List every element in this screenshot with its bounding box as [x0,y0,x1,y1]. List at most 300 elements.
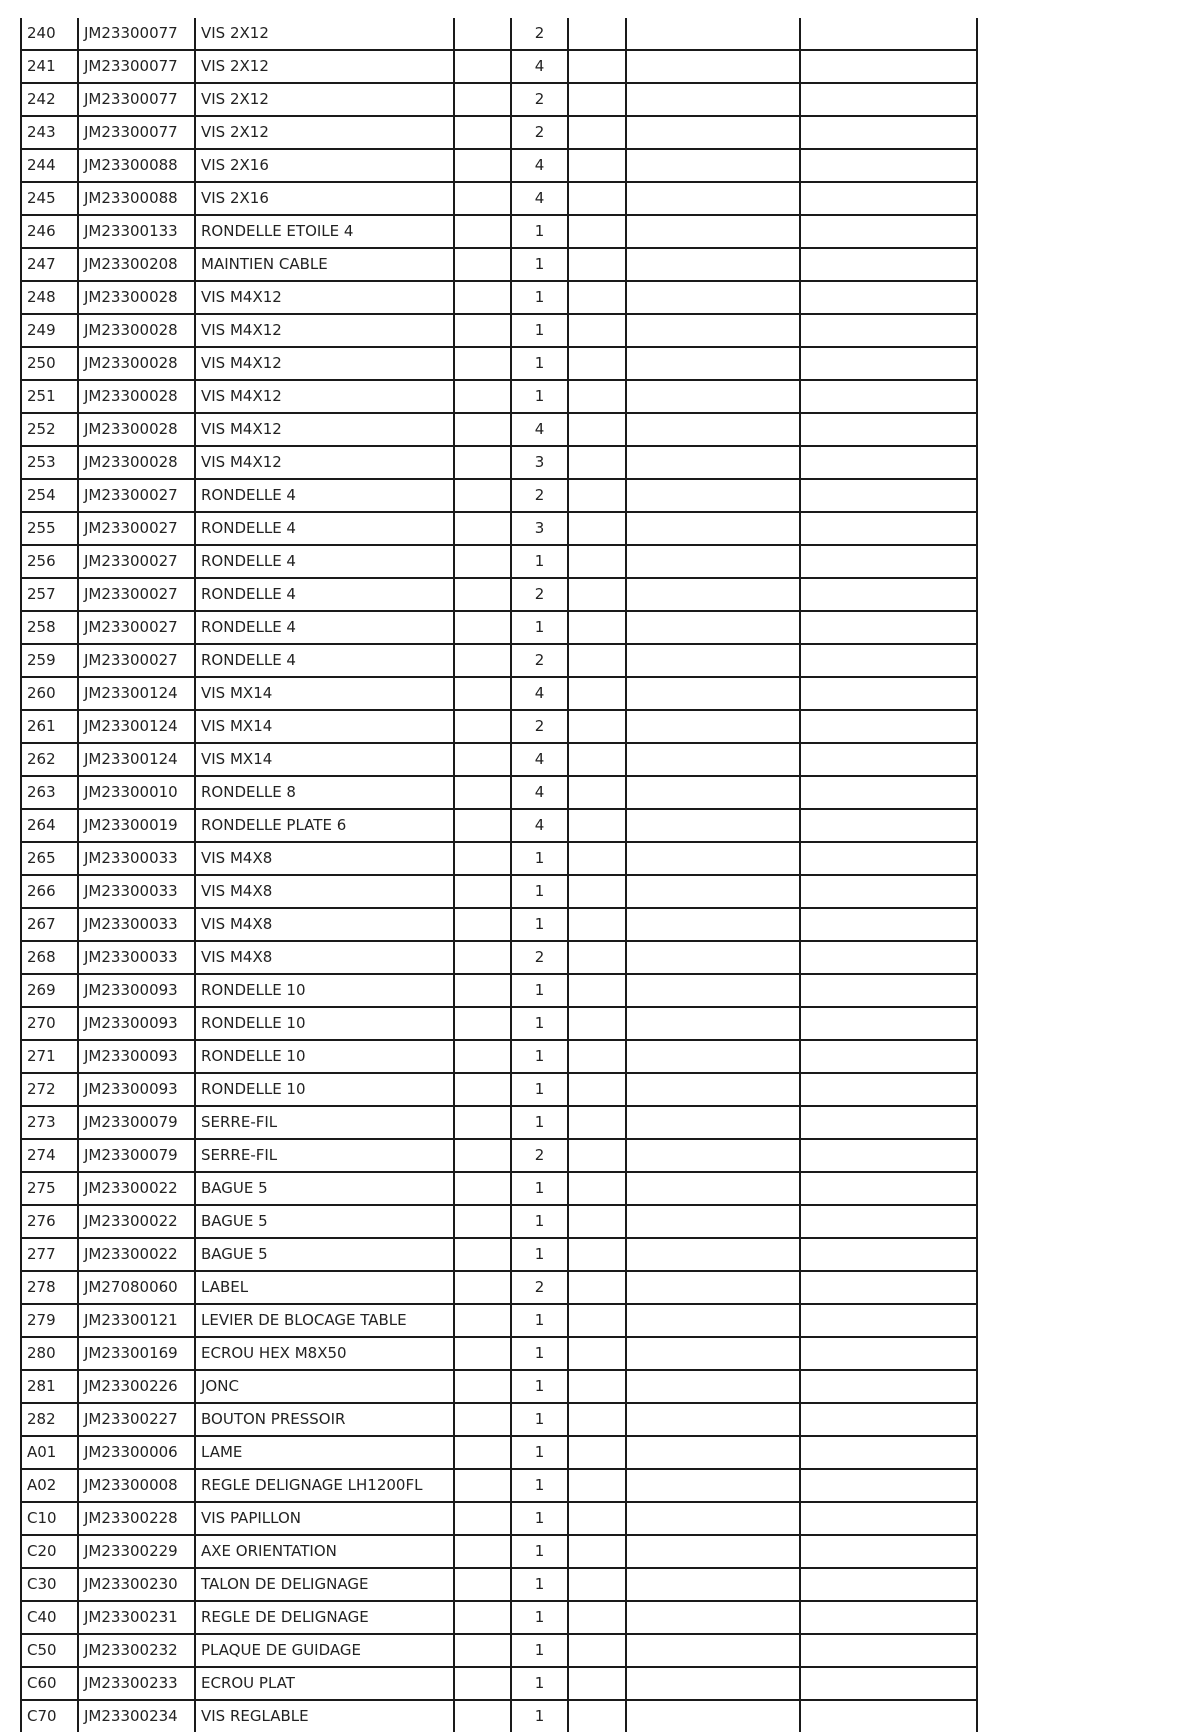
empty-cell [626,182,800,215]
quantity-cell: 4 [511,743,568,776]
description-cell: VIS M4X8 [195,875,454,908]
table-row [21,1238,977,1271]
reference-cell: JM23300027 [78,545,195,578]
empty-cell [454,1073,511,1106]
table-row [21,743,977,776]
empty-cell [454,149,511,182]
reference-cell: JM23300232 [78,1634,195,1667]
empty-cell [800,875,977,908]
quantity-cell: 1 [511,347,568,380]
part-number-cell: 246 [21,215,78,248]
empty-cell [626,1700,800,1732]
description-cell: VIS 2X12 [195,18,454,50]
part-number-cell: 268 [21,941,78,974]
empty-cell [454,1568,511,1601]
description-cell: RONDELLE 8 [195,776,454,809]
empty-cell [626,710,800,743]
part-number-cell: 282 [21,1403,78,1436]
reference-cell: JM23300227 [78,1403,195,1436]
quantity-cell: 4 [511,776,568,809]
empty-cell [800,1469,977,1502]
quantity-cell: 1 [511,1502,568,1535]
empty-cell [568,1502,626,1535]
description-cell: BAGUE 5 [195,1238,454,1271]
empty-cell [800,149,977,182]
empty-cell [626,1568,800,1601]
reference-cell: JM23300027 [78,578,195,611]
reference-cell: JM23300230 [78,1568,195,1601]
part-number-cell: 259 [21,644,78,677]
table-row [21,1535,977,1568]
quantity-cell: 2 [511,116,568,149]
empty-cell [626,413,800,446]
description-cell: VIS MX14 [195,743,454,776]
empty-cell [568,1403,626,1436]
empty-cell [454,1271,511,1304]
empty-cell [800,941,977,974]
reference-cell: JM23300028 [78,347,195,380]
reference-cell: JM23300028 [78,380,195,413]
empty-cell [626,1040,800,1073]
empty-cell [800,215,977,248]
empty-cell [626,908,800,941]
empty-cell [800,83,977,116]
reference-cell: JM27080060 [78,1271,195,1304]
table-row [21,776,977,809]
part-number-cell: 260 [21,677,78,710]
empty-cell [454,743,511,776]
reference-cell: JM23300022 [78,1238,195,1271]
empty-cell [800,1106,977,1139]
part-number-cell: 250 [21,347,78,380]
part-number-cell: C20 [21,1535,78,1568]
description-cell: RONDELLE 4 [195,512,454,545]
reference-cell: JM23300234 [78,1700,195,1732]
empty-cell [800,1700,977,1732]
empty-cell [454,677,511,710]
reference-cell: JM23300124 [78,743,195,776]
description-cell: SERRE-FIL [195,1139,454,1172]
empty-cell [626,611,800,644]
empty-cell [568,1007,626,1040]
empty-cell [568,347,626,380]
part-number-cell: 279 [21,1304,78,1337]
parts-table [20,18,978,1732]
empty-cell [626,18,800,50]
empty-cell [800,545,977,578]
empty-cell [800,578,977,611]
reference-cell: JM23300077 [78,116,195,149]
empty-cell [454,545,511,578]
part-number-cell: 240 [21,18,78,50]
empty-cell [626,512,800,545]
description-cell: VIS 2X16 [195,149,454,182]
empty-cell [568,83,626,116]
empty-cell [626,1007,800,1040]
part-number-cell: C10 [21,1502,78,1535]
empty-cell [454,1304,511,1337]
empty-cell [454,347,511,380]
empty-cell [454,215,511,248]
description-cell: TALON DE DELIGNAGE [195,1568,454,1601]
empty-cell [568,1139,626,1172]
empty-cell [800,1271,977,1304]
empty-cell [800,776,977,809]
empty-cell [626,809,800,842]
empty-cell [626,743,800,776]
quantity-cell: 2 [511,941,568,974]
reference-cell: JM23300093 [78,1073,195,1106]
empty-cell [800,380,977,413]
quantity-cell: 2 [511,1271,568,1304]
part-number-cell: 276 [21,1205,78,1238]
description-cell: RONDELLE 10 [195,1007,454,1040]
empty-cell [626,215,800,248]
empty-cell [454,18,511,50]
empty-cell [800,1535,977,1568]
empty-cell [568,908,626,941]
empty-cell [568,1568,626,1601]
quantity-cell: 2 [511,479,568,512]
empty-cell [454,974,511,1007]
part-number-cell: 254 [21,479,78,512]
empty-cell [454,83,511,116]
empty-cell [626,1073,800,1106]
quantity-cell: 4 [511,413,568,446]
part-number-cell: C70 [21,1700,78,1732]
quantity-cell: 1 [511,1601,568,1634]
description-cell: RONDELLE 4 [195,479,454,512]
empty-cell [454,50,511,83]
empty-cell [568,18,626,50]
part-number-cell: 261 [21,710,78,743]
description-cell: ECROU PLAT [195,1667,454,1700]
quantity-cell: 4 [511,677,568,710]
quantity-cell: 4 [511,50,568,83]
table-row [21,1337,977,1370]
description-cell: LAME [195,1436,454,1469]
reference-cell: JM23300027 [78,611,195,644]
description-cell: ECROU HEX M8X50 [195,1337,454,1370]
description-cell: PLAQUE DE GUIDAGE [195,1634,454,1667]
empty-cell [626,83,800,116]
table-row [21,1568,977,1601]
empty-cell [454,248,511,281]
description-cell: BAGUE 5 [195,1172,454,1205]
description-cell: REGLE DE DELIGNAGE [195,1601,454,1634]
part-number-cell: 272 [21,1073,78,1106]
empty-cell [800,842,977,875]
quantity-cell: 1 [511,1634,568,1667]
empty-cell [568,644,626,677]
empty-cell [626,1106,800,1139]
empty-cell [568,776,626,809]
part-number-cell: 251 [21,380,78,413]
quantity-cell: 1 [511,380,568,413]
table-row [21,1007,977,1040]
table-row [21,710,977,743]
table-row [21,248,977,281]
part-number-cell: 281 [21,1370,78,1403]
quantity-cell: 1 [511,1568,568,1601]
description-cell: MAINTIEN CABLE [195,248,454,281]
quantity-cell: 1 [511,1700,568,1732]
empty-cell [454,281,511,314]
part-number-cell: 257 [21,578,78,611]
part-number-cell: C50 [21,1634,78,1667]
reference-cell: JM23300077 [78,83,195,116]
empty-cell [800,1502,977,1535]
table-row [21,281,977,314]
empty-cell [454,1436,511,1469]
description-cell: LEVIER DE BLOCAGE TABLE [195,1304,454,1337]
table-row [21,1469,977,1502]
reference-cell: JM23300229 [78,1535,195,1568]
table-row [21,215,977,248]
empty-cell [568,1337,626,1370]
empty-cell [454,1403,511,1436]
quantity-cell: 1 [511,611,568,644]
description-cell: AXE ORIENTATION [195,1535,454,1568]
table-row [21,446,977,479]
description-cell: VIS M4X8 [195,842,454,875]
empty-cell [626,1139,800,1172]
empty-cell [568,974,626,1007]
reference-cell: JM23300233 [78,1667,195,1700]
empty-cell [626,479,800,512]
part-number-cell: 252 [21,413,78,446]
empty-cell [800,1304,977,1337]
description-cell: RONDELLE 4 [195,611,454,644]
empty-cell [568,182,626,215]
empty-cell [568,1601,626,1634]
reference-cell: JM23300006 [78,1436,195,1469]
empty-cell [626,1238,800,1271]
table-row [21,875,977,908]
reference-cell: JM23300028 [78,413,195,446]
empty-cell [626,1502,800,1535]
table-row [21,578,977,611]
quantity-cell: 2 [511,578,568,611]
empty-cell [800,446,977,479]
empty-cell [626,941,800,974]
empty-cell [454,875,511,908]
empty-cell [568,1634,626,1667]
description-cell: RONDELLE 4 [195,578,454,611]
reference-cell: JM23300033 [78,875,195,908]
quantity-cell: 1 [511,314,568,347]
empty-cell [800,50,977,83]
part-number-cell: 255 [21,512,78,545]
quantity-cell: 1 [511,1205,568,1238]
description-cell: SERRE-FIL [195,1106,454,1139]
part-number-cell: 253 [21,446,78,479]
description-cell: VIS MX14 [195,710,454,743]
part-number-cell: 263 [21,776,78,809]
empty-cell [568,1271,626,1304]
empty-cell [626,446,800,479]
empty-cell [800,116,977,149]
reference-cell: JM23300010 [78,776,195,809]
empty-cell [568,248,626,281]
description-cell: VIS M4X12 [195,281,454,314]
table-row [21,1304,977,1337]
empty-cell [454,1172,511,1205]
empty-cell [626,677,800,710]
reference-cell: JM23300133 [78,215,195,248]
table-row [21,611,977,644]
reference-cell: JM23300028 [78,281,195,314]
empty-cell [454,611,511,644]
empty-cell [626,974,800,1007]
quantity-cell: 1 [511,1667,568,1700]
reference-cell: JM23300079 [78,1106,195,1139]
empty-cell [626,1205,800,1238]
quantity-cell: 2 [511,644,568,677]
part-number-cell: A01 [21,1436,78,1469]
empty-cell [800,809,977,842]
description-cell: REGLE DELIGNAGE LH1200FL [195,1469,454,1502]
empty-cell [800,677,977,710]
empty-cell [454,1040,511,1073]
empty-cell [800,1073,977,1106]
description-cell: VIS 2X12 [195,50,454,83]
empty-cell [626,1403,800,1436]
empty-cell [800,1007,977,1040]
table-row [21,1106,977,1139]
description-cell: LABEL [195,1271,454,1304]
description-cell: RONDELLE 4 [195,545,454,578]
table-row [21,116,977,149]
empty-cell [454,776,511,809]
description-cell: VIS M4X12 [195,347,454,380]
empty-cell [800,413,977,446]
table-row [21,347,977,380]
empty-cell [626,1469,800,1502]
quantity-cell: 1 [511,974,568,1007]
quantity-cell: 1 [511,215,568,248]
reference-cell: JM23300027 [78,644,195,677]
empty-cell [568,413,626,446]
table-row [21,1370,977,1403]
empty-cell [626,1634,800,1667]
table-row [21,941,977,974]
empty-cell [454,413,511,446]
quantity-cell: 2 [511,710,568,743]
empty-cell [800,18,977,50]
reference-cell: JM23300033 [78,842,195,875]
empty-cell [568,611,626,644]
empty-cell [568,1073,626,1106]
empty-cell [568,809,626,842]
empty-cell [800,281,977,314]
empty-cell [800,347,977,380]
reference-cell: JM23300077 [78,50,195,83]
quantity-cell: 1 [511,1304,568,1337]
empty-cell [454,941,511,974]
empty-cell [568,149,626,182]
quantity-cell: 1 [511,1106,568,1139]
table-row [21,1634,977,1667]
empty-cell [800,1601,977,1634]
part-number-cell: 266 [21,875,78,908]
part-number-cell: 278 [21,1271,78,1304]
empty-cell [800,182,977,215]
empty-cell [568,578,626,611]
empty-cell [626,1370,800,1403]
reference-cell: JM23300093 [78,974,195,1007]
quantity-cell: 1 [511,875,568,908]
part-number-cell: C30 [21,1568,78,1601]
empty-cell [454,446,511,479]
empty-cell [454,908,511,941]
empty-cell [626,1172,800,1205]
empty-cell [568,479,626,512]
part-number-cell: 242 [21,83,78,116]
quantity-cell: 4 [511,149,568,182]
empty-cell [454,182,511,215]
reference-cell: JM23300093 [78,1040,195,1073]
empty-cell [568,743,626,776]
part-number-cell: 244 [21,149,78,182]
parts-table-body [21,18,977,1732]
empty-cell [568,941,626,974]
table-row [21,18,977,50]
quantity-cell: 1 [511,1436,568,1469]
quantity-cell: 3 [511,512,568,545]
description-cell: VIS 2X12 [195,83,454,116]
empty-cell [454,710,511,743]
reference-cell: JM23300022 [78,1205,195,1238]
part-number-cell: 247 [21,248,78,281]
table-row [21,1436,977,1469]
reference-cell: JM23300226 [78,1370,195,1403]
part-number-cell: 248 [21,281,78,314]
empty-cell [800,908,977,941]
empty-cell [454,512,511,545]
description-cell: BAGUE 5 [195,1205,454,1238]
quantity-cell: 2 [511,1139,568,1172]
reference-cell: JM23300019 [78,809,195,842]
quantity-cell: 1 [511,1172,568,1205]
reference-cell: JM23300028 [78,446,195,479]
part-number-cell: 245 [21,182,78,215]
empty-cell [626,314,800,347]
quantity-cell: 1 [511,1469,568,1502]
empty-cell [626,644,800,677]
empty-cell [454,1007,511,1040]
empty-cell [800,1238,977,1271]
table-row [21,677,977,710]
empty-cell [568,314,626,347]
part-number-cell: 267 [21,908,78,941]
empty-cell [800,644,977,677]
description-cell: RONDELLE 4 [195,644,454,677]
empty-cell [454,1337,511,1370]
reference-cell: JM23300008 [78,1469,195,1502]
empty-cell [454,1205,511,1238]
empty-cell [626,50,800,83]
reference-cell: JM23300169 [78,1337,195,1370]
empty-cell [626,116,800,149]
empty-cell [568,116,626,149]
table-row [21,479,977,512]
table-row [21,149,977,182]
empty-cell [454,842,511,875]
table-row [21,1205,977,1238]
empty-cell [454,1469,511,1502]
description-cell: RONDELLE 10 [195,974,454,1007]
